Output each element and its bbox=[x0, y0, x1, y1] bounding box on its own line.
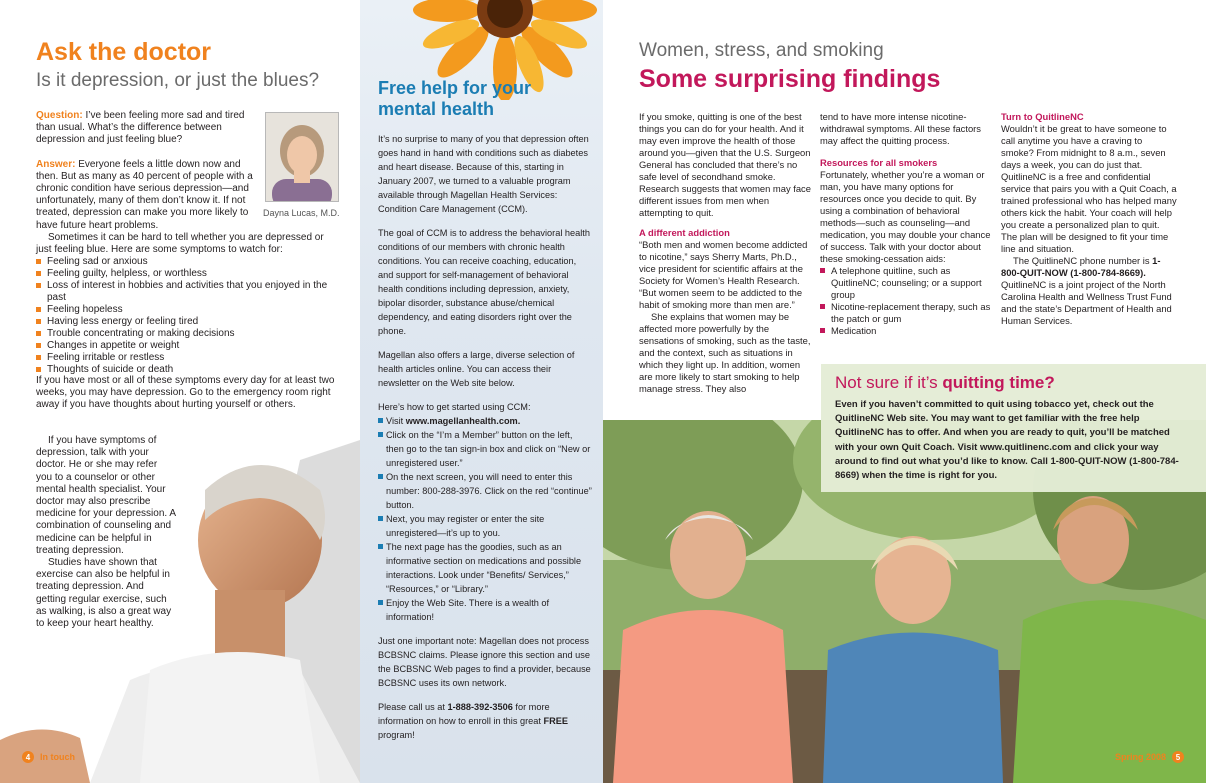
quitline-text: QuitlineNC is a joint project of the North Carolina Health and Wellness Trust Fund and the state’s Department of Health and Human Services. bbox=[1001, 279, 1172, 326]
column-2 bbox=[820, 111, 992, 337]
right-page bbox=[603, 0, 1206, 783]
question-label: Question: bbox=[36, 110, 83, 121]
answer-label: Answer: bbox=[36, 158, 76, 170]
steps-list bbox=[378, 414, 592, 624]
list-item: Feeling irritable or restless bbox=[36, 352, 336, 364]
paragraph: Wouldn’t it be great to have someone to call anytime you have a craving to smoke? From midnight to 8 a.m., seven days a week, you can do just that. QuitlineNC is a free and confidential service that pairs you with a Quit Coach, a trained professional who has helped many others kick the habit. Your coach will help you create a personalized plan to quit. The plan will be designed to fit your time line and situation. bbox=[1001, 123, 1177, 254]
body-text-2a: If you have symptoms of depression, talk with your doctor. He or she may refer you to a counselor or other mental health specialist. Your doctor may also prescribe medicine for your depression. A combination of counseling and medicine can be helpful in treating depression. bbox=[36, 435, 176, 556]
callout-title-text: Not sure if it’s bbox=[835, 373, 943, 392]
list-item: Feeling guilty, helpless, or worthless bbox=[36, 268, 336, 280]
footer-right bbox=[1115, 751, 1184, 763]
callout-body: Even if you haven’t committed to quit using tobacco yet, check out the QuitlineNC Web site. You may want to get familiar with the free help QuitlineNC has to offer. And when you are ready to quit, you’ll be matched with your own Quit Coach. Visit www.quitlinenc.com and click your way around to find out what you’d like to know. Call 1-800-QUIT-NOW (1-800-784-8669) when the time is right for you. bbox=[835, 399, 1179, 482]
body-text-1: If you have most or all of these symptoms every day for at least two weeks, you may have depression. Go to the emergency room right away if you have thoughts about hurting yourself or others. bbox=[36, 375, 335, 411]
subhead: Resources for all smokers bbox=[820, 157, 938, 168]
list-item: Medication bbox=[820, 325, 992, 337]
subhead: A different addiction bbox=[639, 227, 730, 238]
call-paragraph bbox=[378, 700, 592, 742]
answer-text: Everyone feels a little down now and then. But as many as 40 percent of people with a chronic condition have serious depression—and unfortunately, many of them don’t know it. If not treated, depression can make you more likely to have future heart problems. bbox=[36, 158, 253, 231]
quitline-text: The QuitlineNC phone number is bbox=[1013, 255, 1153, 266]
footer-label: In touch bbox=[40, 752, 75, 762]
list-item: The next page has the goodies, such as an informative section on medications and possible interactions. Look under “Benefits/ Services,” “Resources,” or “Library.” bbox=[378, 540, 592, 596]
list-item: Next, you may register or enter the site unregistered—it’s up to you. bbox=[378, 512, 592, 540]
phone-number: 1-888-392-3506 bbox=[447, 702, 513, 712]
list-item bbox=[378, 414, 592, 428]
list-item: Enjoy the Web Site. There is a wealth of information! bbox=[378, 596, 592, 624]
list-item: Having less energy or feeling tired bbox=[36, 316, 336, 328]
section-title: Free help for your mental health bbox=[378, 78, 532, 119]
list-item: Trouble concentrating or making decisions bbox=[36, 328, 336, 340]
list-item: A telephone quitline, such as QuitlineNC; counseling; or a support group bbox=[820, 265, 992, 301]
list-item: Feeling sad or anxious bbox=[36, 256, 336, 268]
paragraph: If you smoke, quitting is one of the best things you can do for your health. And it may even improve the health of those around you—given that the U.S. Surgeon General has concluded that there’s no safe level of secondhand smoke. Research suggests that women may face different issues from men when attempting to quit. bbox=[639, 111, 811, 218]
article-kicker: Women, stress, and smoking bbox=[639, 40, 884, 61]
paragraph: It’s no surprise to many of you that depression often goes hand in hand with conditions such as diabetes and heart disease. Because of this, starting in January 2007, we turned to a valuable program available through Magellan Health Services: Condition Care Management (CCM). bbox=[378, 134, 589, 214]
photo-caption: Dayna Lucas, M.D. bbox=[263, 208, 340, 218]
list-item: Nicotine-replacement therapy, such as the patch or gum bbox=[820, 301, 992, 325]
list-item: Thoughts of suicide or death bbox=[36, 364, 336, 376]
paragraph: Magellan also offers a large, diverse selection of health articles online. You can access their newsletter on the Web site below. bbox=[378, 350, 575, 388]
column-3 bbox=[1001, 111, 1177, 327]
left-page bbox=[0, 0, 360, 783]
doctor-photo bbox=[265, 112, 339, 202]
list-item: Feeling hopeless bbox=[36, 304, 336, 316]
paragraph bbox=[1001, 255, 1177, 327]
question bbox=[36, 110, 254, 147]
list-item: Changes in appetite or weight bbox=[36, 340, 336, 352]
free-label: FREE bbox=[543, 716, 568, 726]
body-text-2 bbox=[36, 435, 176, 630]
footer-left bbox=[22, 751, 75, 763]
paragraph: Fortunately, whether you’re a woman or man, you have many options for resources once you decide to quit. By using a combination of behavioral methods—such as counseling—and medication, you may double your chance of success. Talk with your doctor about these smoking-cessation aids: bbox=[820, 169, 991, 264]
page-number: 4 bbox=[22, 751, 34, 763]
qa-intro bbox=[36, 110, 254, 244]
list-item: Click on the “I’m a Member” button on the left, then go to the tan sign-in box and click on “New or unregistered user.” bbox=[378, 428, 592, 470]
paragraph: The goal of CCM is to address the behavioral health conditions of our members with chronic health conditions. You can receive coaching, education, and support for self-management of behavioral health conditions including depression, anxiety, bipolar disorder, substance abuse/chemical dependency, and eating disorders right over the phone. bbox=[378, 228, 590, 336]
paragraph: “Both men and women become addicted to nicotine,” says Sherry Marts, Ph.D., vice president for scientific affairs at the Society for Women’s Health Research. “But women seem to be addicted to the habit of smoking more than men are.” bbox=[639, 239, 808, 310]
quitline-phone: 1-800-QUIT-NOW (1-800-784-8669). bbox=[1001, 255, 1161, 278]
answer bbox=[36, 159, 254, 232]
paragraph: tend to have more intense nicotine-withdrawal symptoms. All these factors may affect the quitting process. bbox=[820, 111, 981, 146]
quitting-time-callout bbox=[821, 364, 1206, 492]
middle-page bbox=[360, 0, 603, 783]
step-text: Visit bbox=[386, 416, 406, 426]
middle-body bbox=[378, 132, 592, 752]
page-title: Ask the doctor bbox=[36, 38, 212, 66]
footer-label: Spring 2008 bbox=[1114, 752, 1166, 762]
list-item: On the next screen, you will need to enter this number: 800-288-3976. Click on the red “continue” button. bbox=[378, 470, 592, 512]
article-title: Some surprising findings bbox=[639, 65, 941, 93]
call-text: Please call us at bbox=[378, 702, 448, 712]
page-subtitle: Is it depression, or just the blues? bbox=[36, 70, 320, 91]
symptom-list bbox=[36, 256, 336, 376]
important-note: Just one important note: Magellan does not process BCBSNC claims. Please ignore this section and use the BCBSNC Web pages to find a provider, because BCBSNC uses its own network. bbox=[378, 636, 591, 688]
question-text: I’ve been feeling more sad and tired than usual. What’s the difference between depression and just feeling blue? bbox=[36, 110, 245, 146]
steps-intro: Here’s how to get started using CCM: bbox=[378, 402, 531, 412]
paragraph: She explains that women may be affected more powerfully by the sensations of smoking, such as the taste, and the context, such as situations in which they light up. In addition, women are more likely to start smoking to help manage stress. They also bbox=[639, 311, 811, 394]
page-number: 5 bbox=[1172, 751, 1184, 763]
column-1 bbox=[639, 111, 811, 395]
subhead: Turn to QuitlineNC bbox=[1001, 111, 1084, 122]
answer-continued: Sometimes it can be hard to tell whether you are depressed or just feeling blue. Here are some symptoms to watch for: bbox=[36, 232, 324, 256]
body-text-3: Studies have shown that exercise can also be helpful in treating depression. And getting regular exercise, such as walking, is also a great way to keep your heart healthy. bbox=[36, 557, 172, 630]
call-text: program! bbox=[378, 730, 415, 740]
call-text: for more information on how to enroll in this great bbox=[378, 702, 550, 726]
magellan-link[interactable]: www.magellanhealth.com. bbox=[405, 416, 521, 426]
aids-list bbox=[820, 265, 992, 337]
callout-title-bold: quitting time? bbox=[942, 373, 1055, 392]
list-item: Loss of interest in hobbies and activities that you enjoyed in the past bbox=[36, 280, 336, 304]
callout-title bbox=[835, 373, 1055, 393]
